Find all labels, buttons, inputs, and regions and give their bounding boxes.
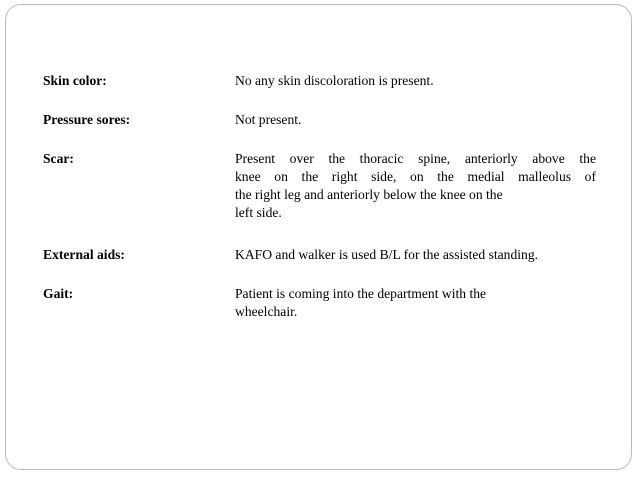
label-scar: Scar: <box>43 151 74 166</box>
value-line: the right leg and anteriorly below the knee on the <box>235 187 503 202</box>
value-line: Patient is coming into the department with the <box>235 286 487 301</box>
value-gait <box>235 285 596 321</box>
value-line: left side. <box>235 205 282 220</box>
value-skin-color <box>235 72 596 90</box>
label-skin-color: Skin color: <box>43 73 107 88</box>
label-pressure-sores: Pressure sores: <box>43 112 131 127</box>
value-external-aids <box>235 246 615 264</box>
label-external-aids: External aids: <box>43 247 125 262</box>
value-line: knee on the right side, on the medial malleolus of <box>235 169 596 184</box>
value-line: wheelchair. <box>235 304 298 319</box>
value-line: Not present. <box>235 112 302 127</box>
value-line: Present over the thoracic spine, anteriorly above the <box>235 151 596 166</box>
value-line: KAFO and walker is used B/L for the assisted standing. <box>235 247 539 262</box>
value-pressure-sores <box>235 111 596 129</box>
value-line: No any skin discoloration is present. <box>235 73 434 88</box>
value-scar <box>235 150 596 222</box>
label-gait: Gait: <box>43 286 74 301</box>
